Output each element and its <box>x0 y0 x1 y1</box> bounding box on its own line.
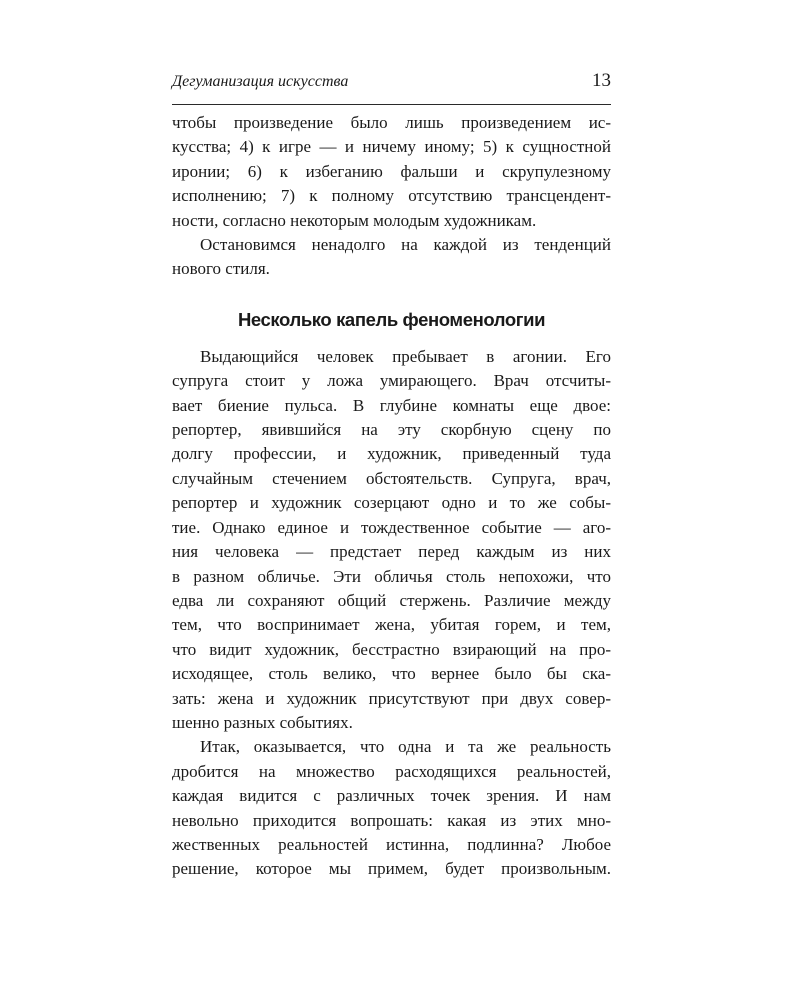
text-line: Итак, оказывается, что одна и та же реальность <box>200 737 611 757</box>
text-line: едва ли сохраняют общий стержень. Различие между <box>172 590 611 610</box>
body-text <box>172 111 611 882</box>
book-page <box>172 70 611 882</box>
text-line: исходящее, столь велико, что вернее было бы ска- <box>172 664 611 684</box>
text-line: долгу профессии, и художник, приведенный туда <box>172 444 611 464</box>
text-line: супруга стоит у ложа умирающего. Врач отсчиты- <box>172 371 611 391</box>
text-line: в разном обличье. Эти обличья столь непохожи, что <box>172 566 611 586</box>
text-line: Остановимся ненадолго на каждой из тенденций <box>200 235 611 255</box>
section-heading: Несколько капель феноменологии <box>237 308 546 330</box>
text-line: что видит художник, бесстрастно взирающий на про- <box>172 639 611 659</box>
paragraph <box>172 735 611 881</box>
text-line: Выдающийся человек пребывает в агонии. Его <box>200 346 611 366</box>
text-line: ности, согласно некоторым молодым художникам. <box>172 210 537 230</box>
text-line: вает биение пульса. В глубине комнаты еще двое: <box>172 395 611 415</box>
text-line: случайным стечением обстоятельств. Супруга, врач, <box>172 468 611 488</box>
text-line: тем, что воспринимает жена, убитая горем, и тем, <box>172 615 611 635</box>
text-line: тие. Однако единое и тождественное событие — аго- <box>172 517 611 537</box>
page-number: 13 <box>592 70 611 91</box>
text-line: кусства; 4) к игре — и ничему иному; 5) к сущностной <box>172 137 611 157</box>
text-line: репортер и художник созерцают одно и то же собы- <box>172 493 611 513</box>
running-header <box>172 70 611 105</box>
paragraph-continuation <box>172 111 611 233</box>
paragraph <box>172 233 611 282</box>
text-line: дробится на множество расходящихся реальностей, <box>172 761 611 781</box>
text-line: шенно разных событиях. <box>172 712 353 732</box>
text-line: чтобы произведение было лишь произведением ис- <box>172 113 611 132</box>
text-line: репортер, явившийся на эту скорбную сцену по <box>172 420 611 440</box>
paragraph <box>172 345 611 736</box>
text-line: ния человека — предстает перед каждым из них <box>172 542 611 562</box>
text-line: невольно приходится вопрошать: какая из этих мно- <box>172 810 611 830</box>
text-line: нового стиля. <box>172 259 270 279</box>
text-line: исполнению; 7) к полному отсутствию трансцендент- <box>172 186 611 206</box>
running-title: Дегуманизация искусства <box>172 73 349 90</box>
text-line: зать: жена и художник присутствуют при двух совер- <box>172 688 611 708</box>
text-line: решение, которое мы примем, будет произвольным. <box>172 859 611 879</box>
text-line: иронии; 6) к избеганию фальши и скрупулезному <box>172 161 611 181</box>
text-line: жественных реальностей истинна, подлинна? Любое <box>172 834 611 854</box>
text-line: каждая видится с различных точек зрения. И нам <box>172 786 611 806</box>
